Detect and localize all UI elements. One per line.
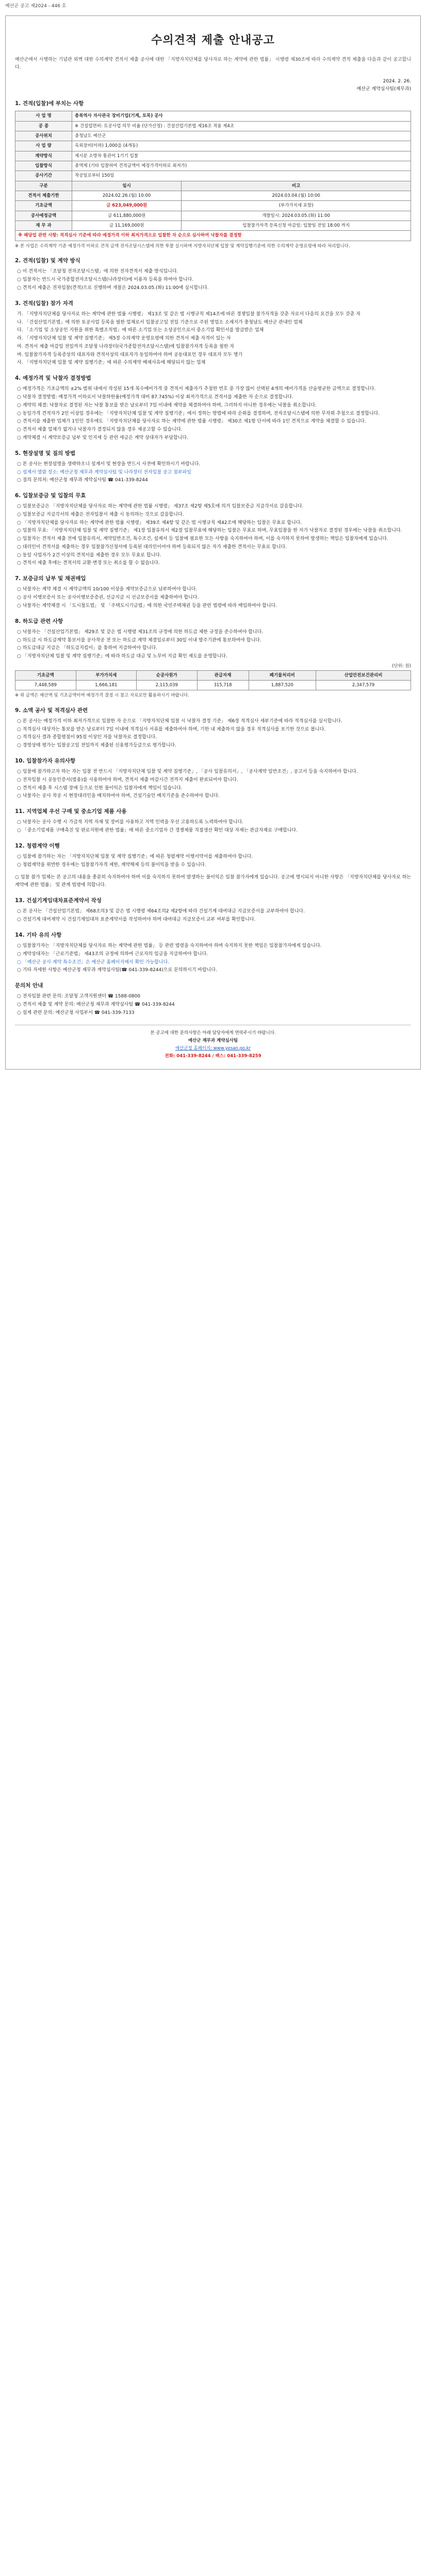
section-5-list [15,461,411,485]
row-label: 공사기간 [15,171,72,181]
column-header: 순공사원가 [137,670,198,680]
table-row [15,111,411,121]
list-item: ○ 입찰자는 반드시 국가종합전자조달시스템(나라장터)에 이용자 등록을 하여야 합니다. [17,277,194,283]
section-2-title: 2. 견적(입찰) 및 계약 방식 [15,258,80,264]
list-item: ○ 낙찰자는 「건설산업기본법」 제29조 및 같은 법 시행령 제31조의 규정에 의한 하도급 제한 규정을 준수하여야 합니다. [17,629,264,635]
table-row [15,680,411,690]
table-cell: 1,666,181 [76,680,137,690]
list-item: 마. 견적서 제출 마감일 전일까지 조달청 나라장터(국가종합전자조달시스템)에 입찰참가자격 등록을 필한 자 [17,344,235,349]
list-item: ○ 견적서 제출 업체가 없거나 낙찰자가 결정되지 않을 경우 재공고할 수 있습니다. [17,427,183,433]
row-note: 개찰일시: 2024.03.05.(화) 11:00 [182,211,411,221]
contact-dept: 예산군 재무과 계약심사팀 [188,1038,238,1043]
section-14-title: 14. 기타 유의 사항 [15,931,62,938]
row-value: 금 611,880,000원 [72,211,182,221]
section-11-list [15,819,411,835]
table-cell: 315,718 [197,680,249,690]
list-item: 가. 「지방자치단체를 당사자로 하는 계약에 관한 법률 시행령」 제13조 및 같은 법 시행규칙 제14조에 따른 경쟁입찰 참가자격을 갖춘 자로서 다음의 요건을 모두 갖춘 자 [17,311,361,317]
list-item: ○ 기타 자세한 사항은 예산군청 재무과 계약심사팀(☎ 041-339-8244)으로 문의하시기 바랍니다. [17,968,217,973]
list-item: ○ 견적서 제출은 전자입찰(견적)으로 진행하며 개찰은 2024.03.05.(화) 11:00에 실시합니다. [17,285,209,291]
row-value: 옥외장비(이하) 1,000을 (4개동) [72,141,411,151]
section-7-list [15,586,411,610]
table-row [15,231,411,241]
notice-date: 2024. 2. 26. [383,79,411,84]
section-12-extra: ○ 입찰 참가 업체는 본 공고의 내용을 충분히 숙지하여야 하며 이를 숙지하지 못하여 발생하는 불이익은 입찰 참가자에게 있습니다. 공고에 명시되지 아니한 사항은 「지방자치단체를 당사자로 하는 계약에 관한 법률」 및 관계 법령에 의합니다. [15,874,411,888]
row-value: 2024.02.26.(월) 10:00 [72,191,182,200]
list-item: 다. 「소기업 및 소상공인 지원을 위한 특별조치법」에 따른 소기업 또는 소상공인으로서 중소기업 확인서를 발급받은 업체 [17,328,264,333]
list-item: ○ 낙찰자 결정방법: 예정가격 이하로서 낙찰하한율(예정가격 대비 87.745%) 이상 최저가격으로 견적서를 제출한 자 순으로 결정합니다. [17,395,293,400]
column-header: 관급자재 [197,670,249,680]
section-4-title: 4. 예정가격 및 낙찰자 결정방법 [15,375,91,382]
column-header: 산업안전보건관리비 [316,670,411,680]
row-label: 기초금액 [15,201,72,211]
list-item: 나. 「건설산업기본법」에 의한 토공사업 등록을 필한 업체로서 입찰공고일 전일 기준으로 주된 영업소 소재지가 충청남도 예산군 관내인 업체 [17,319,303,325]
notice-box [5,15,421,1070]
row-value: 총액제 (기타 입찰하여 견적금액이 예정가격이하로 최저가) [72,161,411,171]
inquiry-title: 문의처 안내 [15,982,43,989]
list-item: ○ 견적서 제출 및 계약 문의: 예산군청 재무과 계약심사팀 ☎ 041-339-8244 [17,1002,175,1008]
table-row [15,211,411,221]
breadcrumb: 예산군 공고 제2024 - 446 호 [5,4,67,9]
list-item: ○ 하도급 시 하도급계약 통보서를 공사착공 전 또는 하도급 계약 체결일로부터 30일 이내 발주기관에 통보하여야 합니다. [17,637,261,643]
section-10-list [15,768,411,801]
table-cell: 7,448,589 [15,680,76,690]
list-item: ○ 청렴계약을 위반한 경우에는 입찰참가자격 제한, 계약해제 등의 불이익을 받을 수 있습니다. [17,862,206,868]
column-header: 기초금액 [15,670,76,680]
row-value: 착공일로부터 150일 [72,171,411,181]
inquiry-list [15,993,411,1017]
section-8-title: 8. 하도급 관련 사항 [15,618,63,624]
list-item: ○ 「중소기업제품 구매촉진 및 판로지원에 관한 법률」에 따른 중소기업자 간 경쟁제품 직접생산 확인 대상 자재는 관급자재로 구매합니다. [17,828,298,834]
table-row [15,131,411,141]
list-item: ○ 전자입찰 시 공동인증서(범용)를 사용하여야 하며, 견적서 제출 마감시간 전까지 제출이 완료되어야 합니다. [17,777,238,783]
row-value: ※ 건설업면허: 토공사업 의무 비율 (단가산정) : 건설산업기본법 제16조 적용 제4조 [72,121,411,131]
table-row [15,121,411,131]
list-item: ○ 적격심사 결과 종합평점이 95점 이상인 자를 낙찰자로 결정합니다. [17,735,157,740]
row-value: 충북역사 자사관국 장비기업(기계, 토목) 공사 [72,111,411,121]
table-cell: 1,887,520 [249,680,316,690]
list-item: ○ 낙찰자는 공사 착공 시 현장대리인을 배치하여야 하며, 건설기술인 배치기준을 준수하여야 합니다. [17,793,220,799]
list-item: ○ 동일 사업자가 2건 이상의 견적서를 제출한 경우 모두 무효로 합니다. [17,552,161,558]
list-item: ○ 낙찰자는 공사 수행 시 가급적 지역 자재 및 장비를 사용하고 지역 인력을 우선 고용하도록 노력하여야 합니다. [17,820,244,825]
row-note: 입찰참가자격 등록신청 마감일: 입찰일 전일 18:00 까지 [182,221,411,230]
list-item: ○ 설계 관련 문의: 예산군청 사업부서 ☎ 041-339-7133 [17,1010,135,1015]
list-item: 라. 「지방자치단체 입찰 및 계약 집행기준」 제5장 수의계약 운영요령에 의한 견적서 제출 자격이 있는 자 [17,336,231,342]
list-item: ○ 입찰보증금은 「지방자치단체를 당사자로 하는 계약에 관한 법률 시행령」 제37조 제2항 제5호에 의거 입찰보증금 지급각서로 갈음합니다. [17,504,304,510]
section-9-list [15,718,411,750]
list-item: ○ 낙찰자는 계약 체결 시 계약금액의 10/100 이상을 계약보증금으로 납부하여야 합니다. [17,587,198,592]
section-14-list [15,942,411,975]
section-2-list [15,268,411,292]
table-row [15,201,411,211]
section-11-title: 11. 지역업체 우선 구매 및 중소기업 제품 사용 [15,808,127,815]
list-item: ○ 입찰보증금 지급각서의 제출은 전자입찰서 제출 시 동의하는 것으로 갈음합니다. [17,512,184,517]
section-1-title: 1. 견적(입찰)에 부치는 사항 [15,100,84,107]
list-item: ○ 입찰에 참가하고자 하는 자는 입찰 전 반드시 「지방자치단체 입찰 및 계약 집행기준」, 「공사 입찰유의서」, 「공사계약 일반조건」, 공고서 등을 숙지하여야 합니다. [17,769,358,775]
row-note: (부가가치세 포함) [182,201,411,211]
section-6-title: 6. 입찰보증금 및 입찰의 무효 [15,493,86,499]
contact-line: 본 공고에 대한 문의사항은 아래 담당자에게 연락주시기 바랍니다. [150,1030,276,1036]
list-item: ○ 공사 이행보증서 또는 공사이행보증증권, 선금지급 시 선금보증서를 제출하여야 합니다. [17,595,199,601]
page-title: 수의견적 제출 안내공고 [151,34,275,47]
list-item: ○ 적격심사 대상자는 통보를 받은 날로부터 7일 이내에 적격심사 서류를 제출하여야 하며, 기한 내 제출하지 않을 경우 적격심사를 포기한 것으로 봅니다. [17,726,326,732]
section-12-list [15,853,411,870]
list-item: ○ 동일가격 견적자가 2인 이상일 경우에는 「지방자치단체 입찰 및 계약 집행기준」에서 정하는 방법에 따라 순위를 결정하며, 전자조달시스템에 의한 무작위 추첨으로 결정합니다. [17,411,380,416]
list-item: ○ 본 공사는 현장설명을 생략하오니 설계서 및 현장을 반드시 사전에 확인하시기 바랍니다. [17,461,201,467]
row-label: 재 무 과 [15,221,72,230]
section-13-title: 13. 건설기계임대차표준계약서 작성 [15,897,102,904]
list-item: 사. 「지방자치단체 입찰 및 계약 집행기준」에 따른 수의계약 배제사유에 해당되지 않는 업체 [17,360,206,366]
section-8-list [15,629,411,661]
list-item: ○ 입찰자는 견적서 제출 전에 입찰유의서, 계약일반조건, 특수조건, 설계서 등 입찰에 필요한 모든 사항을 숙지하여야 하며, 이를 숙지하지 못하여 발생하는 책임은 입찰자에게 있습니다. [17,536,388,542]
table-row [15,191,411,200]
section-13-list [15,908,411,924]
list-item: ○ 질의 문의처: 예산군청 재무과 계약심사팀 ☎ 041-339-8244 [17,478,148,483]
fee-table-caption: (단위: 원) [392,663,411,669]
table-cell: 2,115,039 [137,680,198,690]
section-3-list [15,311,411,367]
list-item: ○ 견적서 제출 후에는 견적서의 교환·변경 또는 취소를 할 수 없습니다. [17,561,160,566]
row-label: 사 업 량 [15,141,72,151]
row-label: 견적서 제출기한 [15,191,72,200]
contact-footer [15,1025,411,1061]
table-row [15,151,411,161]
row-label: 입찰방식 [15,161,72,171]
section-12-title: 12. 청렴계약 이행 [15,842,60,849]
project-info-table [15,111,411,241]
list-item: ○ 건설기계 대여계약 시 건설기계임대차 표준계약서를 작성하여야 하며 대여대금 지급보증서 교부 여부를 확인합니다. [17,917,256,923]
section-10-title: 10. 입찰참가자 유의사항 [15,757,76,764]
list-item: ○ 견적서 제출 후 시스템 장애 등으로 인한 불이익은 입찰자에게 책임이 있습니다. [17,785,183,791]
schedule-header-row [15,181,411,191]
column-header: 부가가치세 [76,670,137,680]
list-item: ○ 입찰에 참가하는 자는 「지방자치단체 입찰 및 계약 집행기준」에 따른 청렴계약 이행서약서를 제출하여야 합니다. [17,854,253,860]
list-item: ○ 설계서 열람 장소: 예산군청 재무과 계약심사팀 및 나라장터 전자입찰 공고 첨부파일 [17,469,191,475]
list-item: ○ 계약상대자는 「근로기준법」 제43조의 규정에 의하여 근로자의 임금을 지급하여야 합니다. [17,951,208,957]
contact-homepage-link[interactable]: 예산군청 홈페이지: www.yesan.go.kr [175,1046,251,1052]
fee-table-note: ※ 위 금액은 예산액 및 기초금액이며 예정가격 결정 시 참고 자료로만 활용하시기 바랍니다. [15,693,189,699]
table-row [15,161,411,171]
list-item: ○ 「지방자치단체를 당사자로 하는 계약에 관한 법률 시행령」 제39조 제4항 및 같은 법 시행규칙 제42조에 해당하는 입찰은 무효로 합니다. [17,520,302,526]
row-note: 2024.03.04.(월) 10:00 [182,191,411,200]
list-item: ○ 계약체결 시 계약보증금 납부 및 인지세 등 관련 세금은 계약 상대자가 부담합니다. [17,435,188,440]
table-row [15,171,411,181]
list-item: ○ 「지방자치단체 입찰 및 계약 집행기준」에 따라 하도급 대금 및 노무비 지급 확인 제도를 운영합니다. [17,654,227,659]
section-1-footnote: ※ 본 사업은 수의계약 기준 예정가격 이하로 견적 금액 전자조달시스템에 의한 투찰 실시하며 지방자치단체 입찰 및 계약집행기준에 의한 수의계약 운영요령에 따라 처리합니다. [15,243,350,249]
list-item: ○ 본 공사는 예정가격 이하 최저가격으로 입찰한 자 순으로 「지방자치단체 입찰 시 낙찰자 결정 기준」 제6장 적격심사 세부기준에 따라 적격심사를 실시합니다. [17,718,342,724]
intro-text: 예산군에서 시행하는 기념관 외벽 대한 수의계약 견적서 제출 공사에 대한 「지방자치단체를 당사자로 하는 계약에 관한 법률」 시행령 제30조에 따라 수의계약 견적 제출을 다음과 같이 공고합니다. [15,57,411,71]
list-item: ○ 예정가격은 기초금액의 ±2% 범위 내에서 작성된 15개 복수예비가격 중 견적서 제출자가 추첨한 번호 중 가장 많이 선택된 4개의 예비가격을 산술평균한 금액으로 결정합니다. [17,386,376,392]
list-item: ○ 본 공사는 「건설산업기본법」 제68조의3 및 같은 법 시행령 제64조의2 제2항에 따라 건설기계 대여대금 지급보증서를 교부하여야 합니다. [17,909,305,914]
list-item: ○ 견적서를 제출한 업체가 1인인 경우에도 「지방자치단체를 당사자로 하는 계약에 관한 법률 시행령」 제30조 제1항 단서에 따라 1인 견적으로 계약을 체결할 수 있습니다. [17,419,366,425]
section-3-title: 3. 견적(입찰) 참가 자격 [15,300,74,307]
section-9-title: 9. 소액 공사 및 적격심사 관련 [15,707,88,714]
row-value: 금 623,049,000원 [72,201,182,211]
row-value: 제시분 소방차 통관이 1기기 입찰 [72,151,411,161]
list-item: ○ 전자입찰 관련 문의: 조달청 고객지원센터 ☎ 1588-0800 [17,994,140,999]
row-label: 공사위치 [15,131,72,141]
list-item: ○ 경영상태 평가는 입찰공고일 전일까지 제출된 신용평가등급으로 평가합니다. [17,743,176,749]
table-row [15,221,411,230]
column-header: 비고 [182,181,411,191]
contact-phone: 전화: 041-339-8244 / 팩스: 041-339-8259 [165,1054,261,1059]
list-item: ○ 낙찰자는 계약체결 시 「도시철도법」 및 「주택도시기금법」에 의한 국민주택채권 등을 관련 법령에 따라 매입하여야 합니다. [17,603,277,608]
section-5-title: 5. 현장설명 및 질의 방법 [15,450,76,456]
fee-header-row [15,670,411,680]
signoff [15,78,411,93]
list-item: 바. 입찰참가자격 등록증상의 대표자와 견적서상의 대표자가 동일하여야 하며 공동대표인 경우 대표자 모두 명기 [17,352,243,358]
column-header: 일시 [72,181,182,191]
list-item: ○ 대리인이 견적서를 제출하는 경우 입찰참가신청서에 등록된 대리인이어야 하며 등록되지 않은 자가 제출한 견적서는 무효로 합니다. [17,544,287,550]
section-4-list [15,385,411,442]
list-item: ○ 계약의 체결: 낙찰자로 결정된 자는 낙찰 통보를 받은 날로부터 7일 이내에 계약을 체결하여야 하며, 그러하지 아니한 경우에는 낙찰을 취소합니다. [17,402,317,408]
list-item: ○ 이 견적서는 「조달청 전자조달시스템」에 의한 전자견적서 제출 방식입니다. [17,269,178,275]
table-cell: 2,347,579 [316,680,411,690]
row-value: 금 11,169,000원 [72,221,182,230]
row-value: 충청남도 예산군 [72,131,411,141]
section-6-list [15,503,411,568]
list-item: ○ 입찰의 무효: 「지방자치단체 입찰 및 계약 집행기준」 제1장 입찰유의서 제2절 입찰무효에 해당하는 입찰은 무효로 하며, 무효입찰을 한 자가 낙찰자로 결정된 경우에는 낙찰을 취소합니다. [17,528,402,534]
row-label: 사 업 명 [15,111,72,121]
fee-table [15,670,411,691]
column-header: 구분 [15,181,72,191]
highlight-note: ※ 해당업 관련 사항: 적격심사 기준에 따라 예정가격 이하 최저가격으로 입찰한 자 순으로 심사하여 낙찰자를 결정함 [15,231,411,241]
list-item: ○ 「예산군 공사 계약 특수조건」은 예산군 홈페이지에서 확인 가능합니다. [17,959,170,965]
list-item: ○ 입찰참가자는 「지방자치단체를 당사자로 하는 계약에 관한 법률」 등 관련 법령을 숙지하여야 하며 숙지하지 못한 책임은 입찰참가자에게 있습니다. [17,943,322,949]
row-label: 공사예정금액 [15,211,72,221]
list-item: ○ 하도급대금 지급은 「하도급지킴이」를 통하여 지급하여야 합니다. [17,646,157,651]
column-header: 폐기물처리비 [249,670,316,680]
row-label: 공 종 [15,121,72,131]
table-row [15,141,411,151]
section-7-title: 7. 보증금의 납부 및 채권매입 [15,575,86,582]
row-label: 계약방식 [15,151,72,161]
notice-signer: 예산군 계약심사팀(재무과) [356,86,411,92]
